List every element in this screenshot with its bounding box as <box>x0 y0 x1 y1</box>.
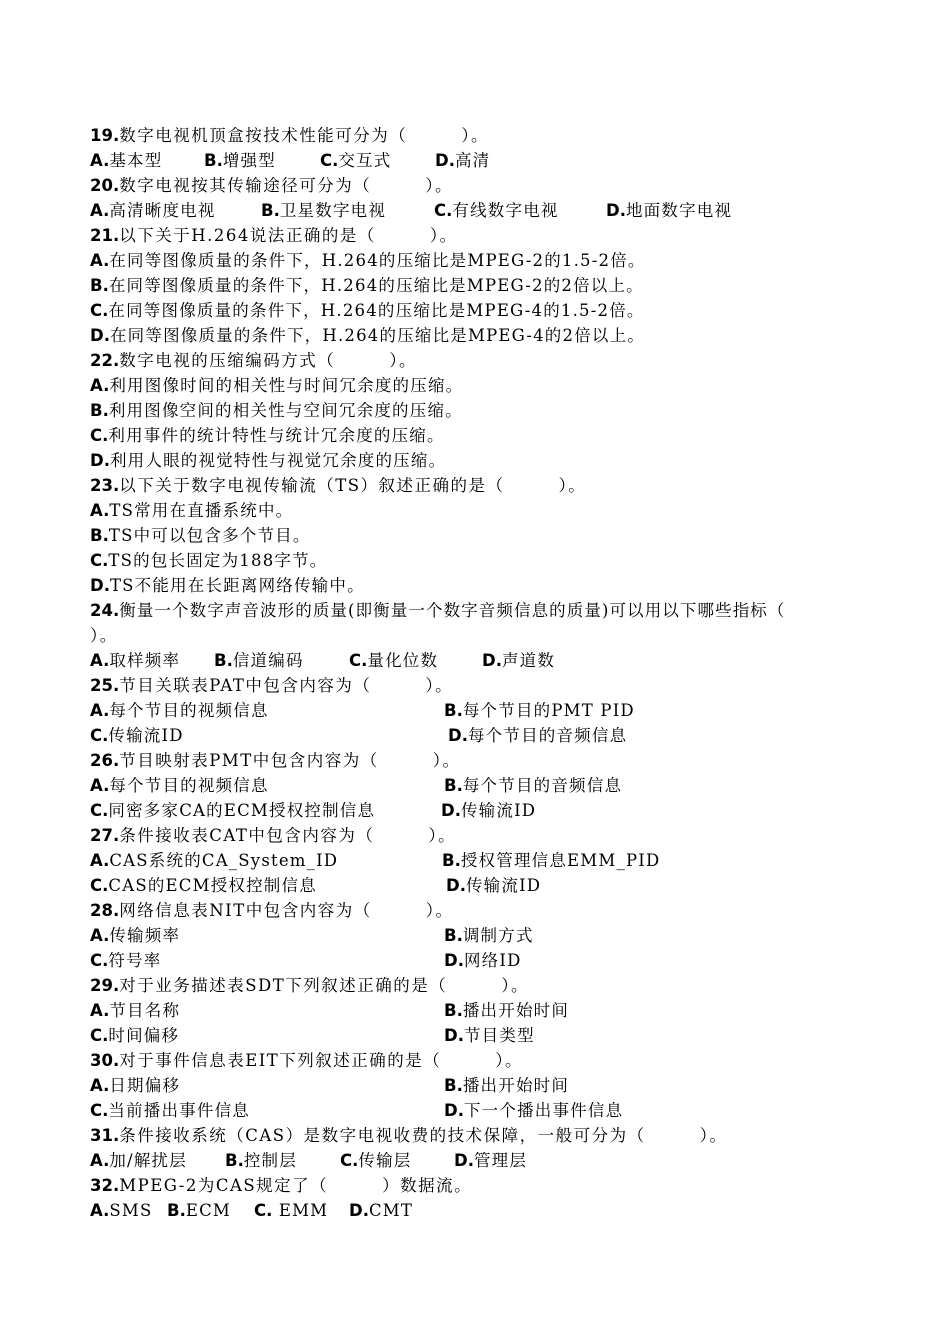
option-c: C. EMM <box>254 1201 329 1220</box>
option-d: D.地面数字电视 <box>606 201 733 220</box>
option-b: B.在同等图像质量的条件下，H.264的压缩比是MPEG-2的2倍以上。 <box>90 276 644 295</box>
option-a: A.高清晰度电视 <box>90 201 216 220</box>
option-a: A.每个节目的视频信息 <box>90 701 269 720</box>
option-b: B.TS中可以包含多个节目。 <box>90 526 311 545</box>
option-c: C.当前播出事件信息 <box>90 1101 250 1120</box>
question-number: 32. <box>90 1176 120 1195</box>
option-a: A.在同等图像质量的条件下，H.264的压缩比是MPEG-2的1.5-2倍。 <box>90 251 646 270</box>
question-stem <box>90 748 461 773</box>
option-d: D.管理层 <box>454 1151 528 1170</box>
question-stem <box>90 123 489 148</box>
question-stem <box>90 1123 727 1148</box>
option-b: B.信道编码 <box>214 651 304 670</box>
question-number: 31. <box>90 1126 120 1145</box>
option-b: B.控制层 <box>225 1151 297 1170</box>
option-d: D.利用人眼的视觉特性与视觉冗余度的压缩。 <box>90 451 447 470</box>
option-a: A.CAS系统的CA_System_ID <box>90 851 339 870</box>
question-number: 21. <box>90 226 120 245</box>
question-text: 节目关联表PAT中包含内容为（ ）。 <box>119 676 454 695</box>
question-stem <box>90 898 453 923</box>
option-b: B.利用图像空间的相关性与空间冗余度的压缩。 <box>90 401 463 420</box>
option-b: B.每个节目的PMT PID <box>444 701 635 720</box>
question-number: 19. <box>90 126 120 145</box>
option-b: B.播出开始时间 <box>444 1001 570 1020</box>
option-d: D.高清 <box>435 151 491 170</box>
question-text: 数字电视机顶盒按技术性能可分为（ ）。 <box>119 126 489 145</box>
option-d: D.网络ID <box>444 951 522 970</box>
question-stem-continued: ）。 <box>90 626 118 645</box>
option-c: C.TS的包长固定为188字节。 <box>90 551 328 570</box>
question-text: 数字电视按其传输途径可分为（ ）。 <box>119 176 453 195</box>
question-text: 条件接收系统（CAS）是数字电视收费的技术保障，一般可分为（ ）。 <box>119 1126 728 1145</box>
question-text: MPEG-2为CAS规定了（ ）数据流。 <box>119 1176 473 1195</box>
question-text: 衡量一个数字声音波形的质量(即衡量一个数字音频信息的质量)可以用以下哪些指标（ <box>119 601 786 620</box>
question-text: 节目映射表PMT中包含内容为（ ）。 <box>119 751 461 770</box>
option-d: D.下一个播出事件信息 <box>444 1101 624 1120</box>
option-d: D.每个节目的音频信息 <box>448 726 628 745</box>
question-stem <box>90 473 586 498</box>
option-c: C.量化位数 <box>349 651 439 670</box>
question-text: 对于业务描述表SDT下列叙述正确的是（ ）。 <box>119 976 530 995</box>
question-stem <box>90 598 786 623</box>
question-number: 24. <box>90 601 120 620</box>
question-stem <box>90 673 453 698</box>
question-text: 数字电视的压缩编码方式（ ）。 <box>119 351 417 370</box>
question-number: 25. <box>90 676 120 695</box>
option-b: B.每个节目的音频信息 <box>444 776 623 795</box>
option-b: B.播出开始时间 <box>444 1076 570 1095</box>
option-a: A.TS常用在直播系统中。 <box>90 501 294 520</box>
option-b: B.ECM <box>167 1201 232 1220</box>
question-number: 23. <box>90 476 120 495</box>
question-number: 27. <box>90 826 120 845</box>
option-b: B.增强型 <box>204 151 276 170</box>
question-text: 以下关于H.264说法正确的是（ ）。 <box>119 226 458 245</box>
option-d: D.TS不能用在长距离网络传输中。 <box>90 576 365 595</box>
question-number: 30. <box>90 1051 120 1070</box>
option-b: B.授权管理信息EMM_PID <box>442 851 661 870</box>
question-number: 29. <box>90 976 120 995</box>
option-a: A.传输频率 <box>90 926 181 945</box>
question-number: 28. <box>90 901 120 920</box>
option-a: A.取样频率 <box>90 651 181 670</box>
question-stem <box>90 973 529 998</box>
option-b: B.调制方式 <box>444 926 534 945</box>
option-a: A.SMS <box>90 1201 153 1220</box>
option-c: C.同密多家CA的ECM授权控制信息 <box>90 801 376 820</box>
option-c: C.交互式 <box>320 151 392 170</box>
question-number: 20. <box>90 176 120 195</box>
option-a: A.日期偏移 <box>90 1076 181 1095</box>
question-text: 条件接收表CAT中包含内容为（ ）。 <box>119 826 457 845</box>
option-b: B.卫星数字电视 <box>261 201 387 220</box>
question-text: 以下关于数字电视传输流（TS）叙述正确的是（ ）。 <box>119 476 587 495</box>
option-d: D.传输流ID <box>441 801 537 820</box>
option-a: A.加/解扰层 <box>90 1151 187 1170</box>
option-d: D.传输流ID <box>446 876 542 895</box>
question-stem <box>90 823 456 848</box>
question-stem <box>90 1173 472 1198</box>
question-text: 网络信息表NIT中包含内容为（ ）。 <box>119 901 454 920</box>
option-c: C.利用事件的统计特性与统计冗余度的压缩。 <box>90 426 445 445</box>
option-a: A.节目名称 <box>90 1001 181 1020</box>
option-c: C.在同等图像质量的条件下，H.264的压缩比是MPEG-4的1.5-2倍。 <box>90 301 645 320</box>
question-number: 26. <box>90 751 120 770</box>
option-c: C.符号率 <box>90 951 162 970</box>
question-stem <box>90 223 458 248</box>
option-d: D.节目类型 <box>444 1026 535 1045</box>
option-a: A.利用图像时间的相关性与时间冗余度的压缩。 <box>90 376 464 395</box>
question-text: 对于事件信息表EIT下列叙述正确的是（ ）。 <box>119 1051 524 1070</box>
option-a: A.每个节目的视频信息 <box>90 776 269 795</box>
option-d: D.声道数 <box>482 651 556 670</box>
option-c: C.传输层 <box>340 1151 412 1170</box>
option-c: C.传输流ID <box>90 726 184 745</box>
question-stem <box>90 173 453 198</box>
question-number: 22. <box>90 351 120 370</box>
question-stem <box>90 348 417 373</box>
option-d: D.CMT <box>349 1201 414 1220</box>
option-c: C.时间偏移 <box>90 1026 180 1045</box>
option-c: C.CAS的ECM授权控制信息 <box>90 876 317 895</box>
option-c: C.有线数字电视 <box>434 201 559 220</box>
question-stem <box>90 1048 523 1073</box>
option-d: D.在同等图像质量的条件下，H.264的压缩比是MPEG-4的2倍以上。 <box>90 326 645 345</box>
option-a: A.基本型 <box>90 151 163 170</box>
